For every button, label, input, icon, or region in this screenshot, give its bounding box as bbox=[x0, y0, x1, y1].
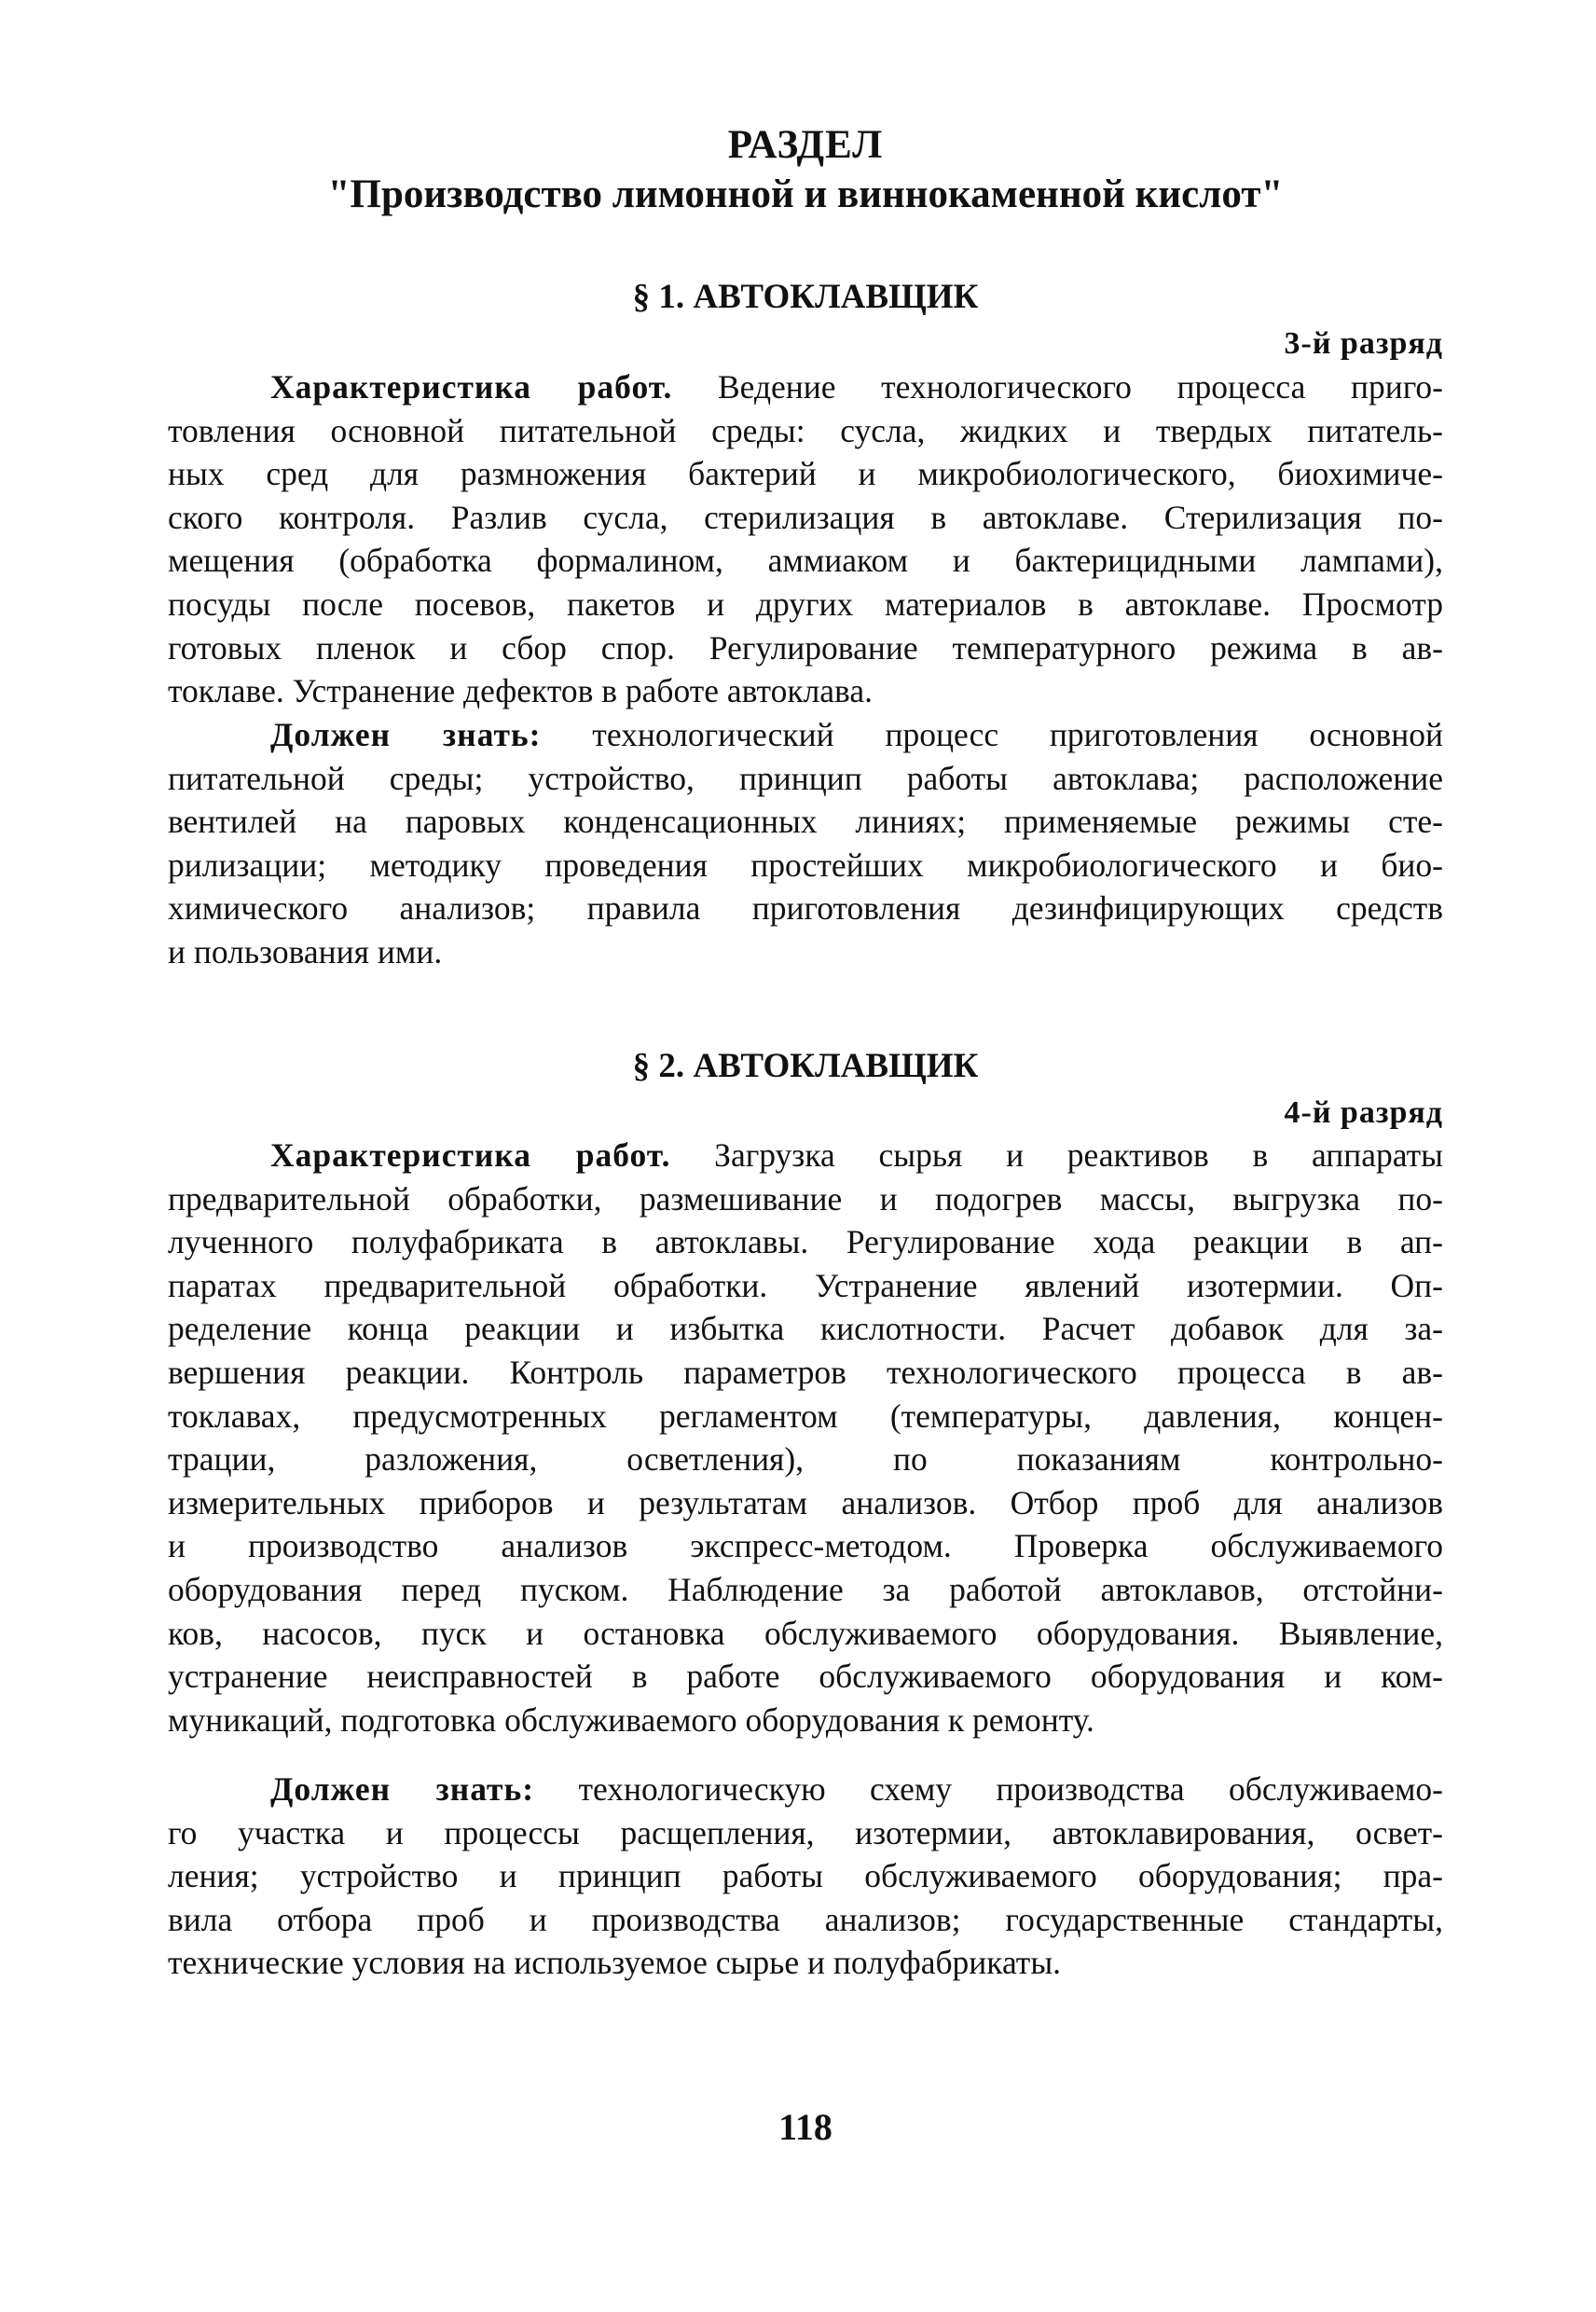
text-line: вершения реакции. Контроль параметров технологического процесса в ав- bbox=[168, 1353, 1443, 1391]
paragraph-1-characteristics bbox=[168, 365, 1443, 713]
section-heading: РАЗДЕЛ bbox=[727, 123, 884, 167]
text-line: вентилей на паровых конденсационных линиях; применяемые режимы сте- bbox=[168, 803, 1443, 841]
text-line: ределение конца реакции и избытка кислотности. Расчет добавок для за- bbox=[168, 1310, 1443, 1348]
section-subtitle: "Производство лимонной и виннокаменной кислот" bbox=[327, 172, 1284, 216]
text-line: вила отбора проб и производства анализов; государственные стандарты, bbox=[168, 1900, 1443, 1938]
text-line: рилизации; методику проведения простейших микробиологического и био- bbox=[168, 846, 1443, 884]
text-line: посуды после посевов, пакетов и других материалов в автоклаве. Просмотр bbox=[168, 585, 1443, 623]
paragraph-2-title: § 2. АВТОКЛАВЩИК bbox=[632, 1047, 979, 1085]
text-line bbox=[168, 1768, 1443, 1811]
paragraph-1-knowledge bbox=[168, 713, 1443, 974]
paragraph-2-knowledge bbox=[168, 1768, 1443, 1985]
text-fragment: технологический процесс приготовления основной bbox=[541, 716, 1443, 753]
text-fragment: Загрузка сырья и реактивов в аппараты bbox=[670, 1136, 1443, 1174]
text-line: токлаве. Устранение дефектов в работе автоклава. bbox=[168, 672, 873, 710]
text-line: муникаций, подготовка обслуживаемого оборудования к ремонту. bbox=[168, 1700, 1094, 1739]
text-line: ных сред для размножения бактерий и микробиологического, биохимиче- bbox=[168, 455, 1443, 493]
text-line: трации, разложения, осветления), по показаниям контрольно- bbox=[168, 1440, 1443, 1479]
text-line: готовых пленок и сбор спор. Регулирование температурного режима в ав- bbox=[168, 628, 1443, 667]
text-line bbox=[168, 713, 1443, 757]
paragraph-2-characteristics bbox=[168, 1134, 1443, 1741]
text-line: токлавах, предусмотренных регламентом (температуры, давления, концен- bbox=[168, 1397, 1443, 1435]
text-line: ления; устройство и принцип работы обслуживаемого оборудования; пра- bbox=[168, 1857, 1443, 1895]
text-line: и производство анализов экспресс-методом. Проверка обслуживаемого bbox=[168, 1527, 1443, 1565]
text-fragment: технологическую схему производства обслуживаемо- bbox=[534, 1770, 1443, 1808]
text-line: оборудования перед пуском. Наблюдение за работой автоклавов, отстойни- bbox=[168, 1570, 1443, 1608]
text-line bbox=[168, 1134, 1443, 1177]
text-line: химического анализов; правила приготовления дезинфицирующих средств bbox=[168, 889, 1443, 928]
page-number: 118 bbox=[778, 2106, 832, 2148]
text-line: ков, насосов, пуск и остановка обслуживаемого оборудования. Выявление, bbox=[168, 1614, 1443, 1652]
characteristics-term: Характеристика работ. bbox=[270, 368, 673, 406]
paragraph-1-grade: 3-й разряд bbox=[1284, 326, 1443, 361]
text-line: устранение неисправностей в работе обслуживаемого оборудования и ком- bbox=[168, 1658, 1443, 1696]
text-line: ского контроля. Разлив сусла, стерилизация в автоклаве. Стерилизация по- bbox=[168, 498, 1443, 536]
text-line: товления основной питательной среды: сусла, жидких и твердых питатель- bbox=[168, 411, 1443, 449]
text-fragment: Ведение технологического процесса приго- bbox=[672, 368, 1443, 406]
text-line: лученного полуфабриката в автоклавы. Регулирование хода реакции в ап- bbox=[168, 1223, 1443, 1261]
document-page bbox=[168, 0, 1443, 2312]
text-line: питательной среды; устройство, принцип работы автоклава; расположение bbox=[168, 759, 1443, 797]
knowledge-term: Должен знать: bbox=[270, 716, 542, 753]
text-line: технические условия на используемое сырье и полуфабрикаты. bbox=[168, 1944, 1062, 1982]
characteristics-term: Характеристика работ. bbox=[270, 1136, 671, 1174]
text-line: мещения (обработка формалином, аммиаком и бактерицидными лампами), bbox=[168, 542, 1443, 580]
knowledge-term: Должен знать: bbox=[270, 1770, 535, 1808]
text-line: и пользования ими. bbox=[168, 932, 443, 970]
text-line: измерительных приборов и результатам анализов. Отбор проб для анализов bbox=[168, 1483, 1443, 1521]
paragraph-2-grade: 4-й разряд bbox=[1284, 1095, 1443, 1130]
text-line: го участка и процессы расщепления, изотермии, автоклавирования, освет- bbox=[168, 1813, 1443, 1851]
text-line bbox=[168, 365, 1443, 409]
text-line: паратах предварительной обработки. Устранение явлений изотермии. Оп- bbox=[168, 1266, 1443, 1304]
paragraph-1-title: § 1. АВТОКЛАВЩИК bbox=[632, 278, 979, 316]
text-line: предварительной обработки, размешивание и подогрев массы, выгрузка по- bbox=[168, 1179, 1443, 1218]
